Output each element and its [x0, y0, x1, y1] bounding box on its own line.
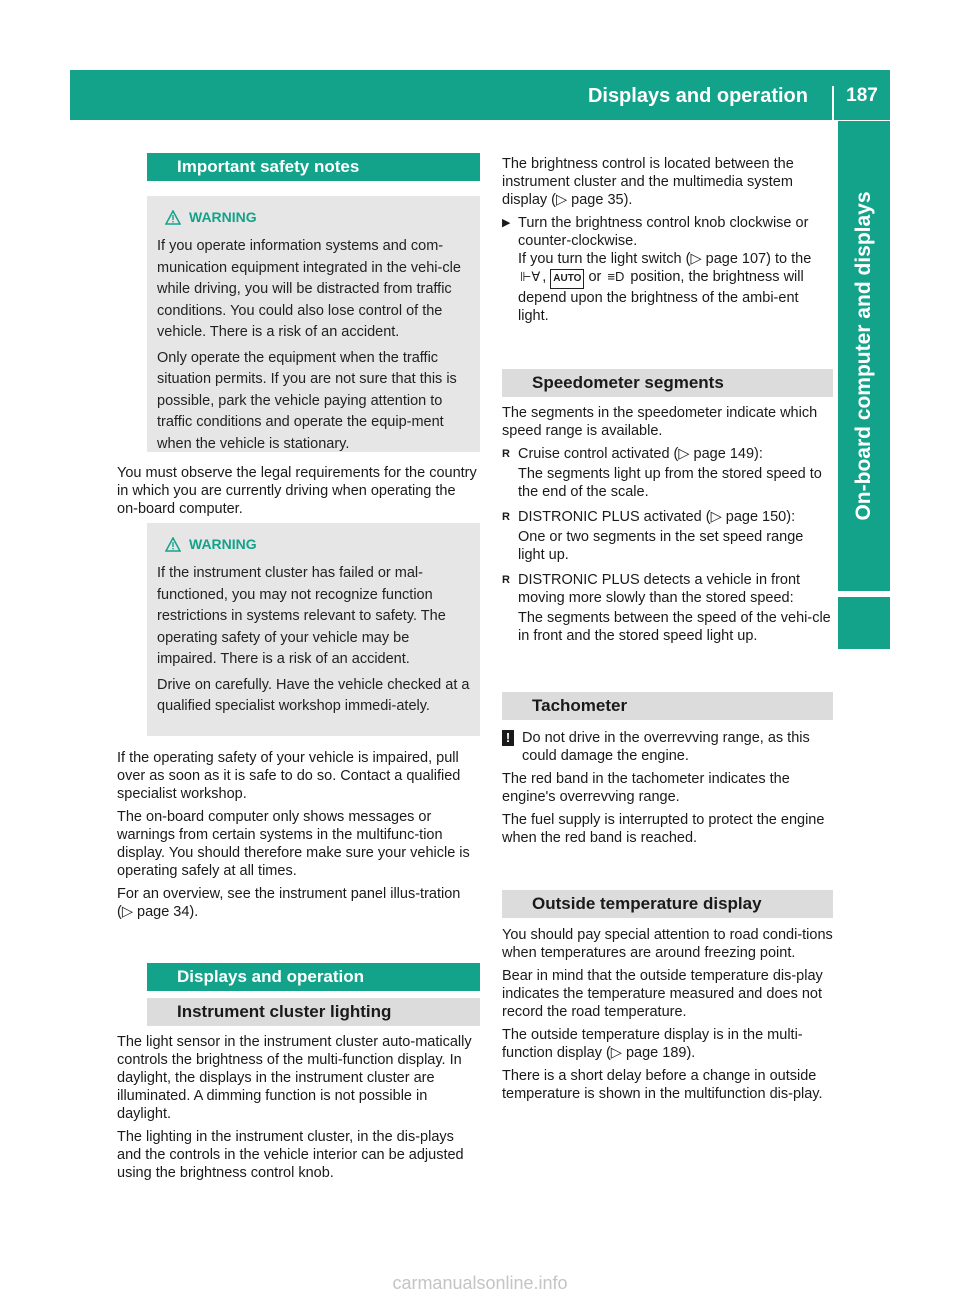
text-block-left-body [117, 749, 480, 926]
step-or-text: or [588, 269, 602, 285]
list-item [502, 571, 833, 648]
bullet-head: DISTRONIC PLUS detects a vehicle in front moving more slowly than the stored speed: [518, 572, 801, 606]
warning-triangle-icon [165, 210, 181, 225]
warning-text: Drive on carefully. Have the vehicle checked at a qualified specialist workshop immedi-ately. [157, 676, 470, 714]
section-heading-outside-temperature: Outside temperature display [502, 890, 833, 918]
paragraph: The brightness control is located between the instrument cluster and the multimedia system display (▷ page 35). [502, 156, 794, 208]
bullet-text: The segments between the speed of the vehi-cle in front and the stored speed light up. [518, 610, 831, 644]
page-number: 187 [846, 85, 878, 106]
chapter-tab-label-wrap [838, 121, 890, 591]
paragraph: The light sensor in the instrument cluster auto-matically controls the brightness of the multi-function display. In daylight, the displays in the instrument cluster are illuminated. A dimming function is not possible in daylight. [117, 1034, 472, 1122]
bullet-icon: R [502, 511, 510, 523]
bullet-text: The segments light up from the stored speed to the end of the scale. [518, 466, 822, 500]
warning-label: WARNING [189, 209, 257, 225]
chapter-tab-marker [838, 597, 890, 649]
exclamation-icon: ! [502, 730, 514, 746]
parking-light-icon: ⊩∀ [520, 269, 541, 284]
bullet-head: Cruise control activated (▷ page 149): [518, 446, 763, 462]
paragraph: If the operating safety of your vehicle is impaired, pull over as soon as it is safe to do so. Contact a qualified specialist workshop. [117, 750, 461, 802]
text-block-legal [117, 464, 480, 523]
header-title: Displays and operation [587, 85, 808, 107]
page-header [70, 70, 890, 120]
paragraph: Bear in mind that the outside temperature dis-play indicates the temperature measured and does not record the road temperature. [502, 968, 823, 1020]
caution-note [502, 729, 833, 770]
list-item [502, 508, 833, 567]
text-block-tachometer [502, 729, 833, 852]
bullet-head: DISTRONIC PLUS activated (▷ page 150): [518, 509, 796, 525]
section-heading-tachometer: Tachometer [502, 692, 833, 720]
section-heading-important-safety-notes: Important safety notes [147, 153, 480, 181]
paragraph: The red band in the tachometer indicates the engine's overrevving range. [502, 771, 790, 805]
section-heading-displays-operation: Displays and operation [147, 963, 480, 991]
text-block-outside-temp [502, 926, 833, 1108]
auto-light-icon: AUTO [550, 269, 584, 289]
warning-box-2 [147, 523, 480, 736]
warning-triangle-icon [165, 537, 181, 552]
low-beam-icon: ≡D [607, 269, 625, 284]
text-block-lighting [117, 1033, 480, 1187]
warning-box-1 [147, 196, 480, 452]
instruction-step [502, 214, 833, 330]
text-block-speedometer [502, 404, 833, 652]
paragraph: The segments in the speedometer indicate which speed range is available. [502, 405, 818, 439]
paragraph: There is a short delay before a change in outside temperature is shown in the multifunction dis-play. [502, 1068, 823, 1102]
note-text: Do not drive in the overrevving range, as this could damage the engine. [522, 730, 810, 764]
warning-header-2 [165, 535, 472, 553]
paragraph: For an overview, see the instrument panel illus-tration (▷ page 34). [117, 886, 461, 920]
bullet-text: One or two segments in the set speed range light up. [518, 529, 804, 563]
warning-header-1 [165, 208, 472, 226]
warning-text: If the instrument cluster has failed or mal-functioned, you may not recognize function restrictions in systems relevant to safety. The operating safety of your vehicle may be impaired. There is a risk of an accident. [157, 565, 446, 667]
section-heading-speedometer-segments: Speedometer segments [502, 369, 833, 397]
paragraph: The fuel supply is interrupted to protect the engine when the red band is reached. [502, 812, 825, 846]
paragraph: The outside temperature display is in the multi-function display (▷ page 189). [502, 1027, 803, 1061]
warning-text: If you operate information systems and com-munication equipment integrated in the vehi-cle while driving, you will be distracted from traffic conditions. You could also lose control of the vehicle. There is a risk of an accident. [157, 238, 461, 340]
step-detail: If you turn the light switch (▷ page 107) to the ⊩∀ , AUTO or ≡D position, the brightness will depend upon the brightness of the ambi-ent light. [518, 251, 812, 324]
bullet-icon: R [502, 574, 510, 586]
step-detail-text: position, the brightness will depend upon the brightness of the ambi-ent light. [518, 269, 804, 324]
paragraph: You must observe the legal requirements for the country in which you are currently driving when operating the on-board computer. [117, 465, 477, 517]
step-arrow-icon: ▶ [502, 217, 511, 229]
watermark: carmanualsonline.info [392, 1273, 568, 1293]
section-heading-instrument-cluster-lighting: Instrument cluster lighting [147, 998, 480, 1026]
list-item [502, 445, 833, 504]
warning-label: WARNING [189, 536, 257, 552]
warning-text: Only operate the equipment when the traffic situation permits. If you are not sure that this is possible, park the vehicle paying attention to traffic conditions and operate the equip-ment when the vehicle is stationary. [157, 349, 457, 452]
text-block-brightness [502, 155, 833, 330]
paragraph: You should pay special attention to road condi-tions when temperatures are around freezing point. [502, 927, 833, 961]
paragraph: The on-board computer only shows messages or warnings from certain systems in the multifunc-tion display. You should therefore make sure your vehicle is operating safely at all times. [117, 809, 470, 879]
paragraph: The lighting in the instrument cluster, in the dis-plays and the controls in the vehicle interior can be adjusted using the brightness control knob. [117, 1129, 464, 1181]
bullet-icon: R [502, 448, 510, 460]
step-detail-text: If you turn the light switch (▷ page 107) to the [518, 251, 812, 267]
chapter-tab-label: On-board computer and displays [852, 191, 875, 521]
step-text: Turn the brightness control knob clockwise or counter-clockwise. [518, 215, 809, 249]
